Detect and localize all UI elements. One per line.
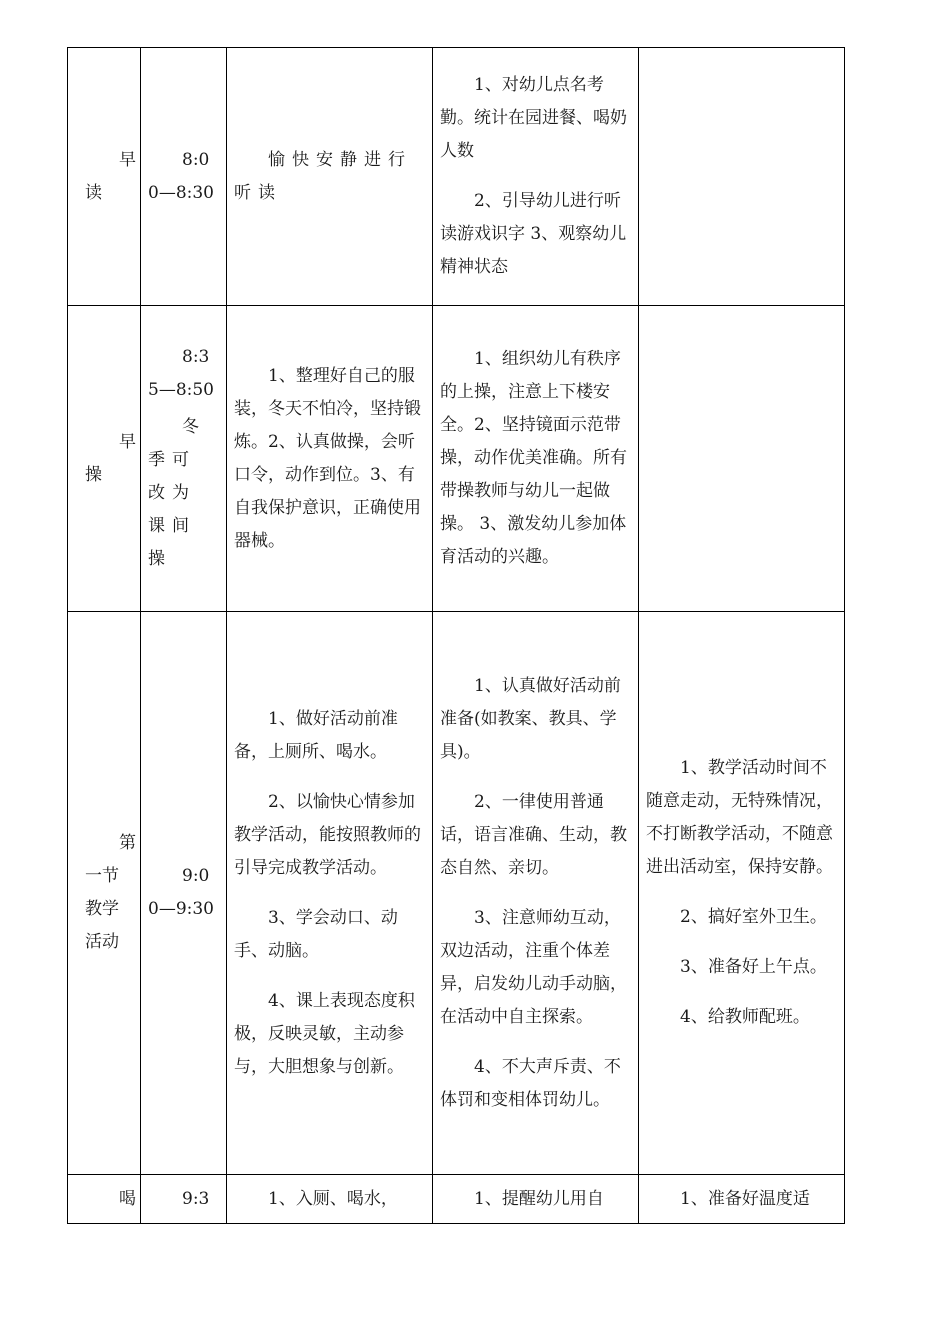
teacher-duty: 1、组织幼儿有秩序的上操，注意上下楼安全。2、坚持镜面示范带操，动作优美准确。所有带操教师与幼儿一起做操。 3、激发幼儿参加体育活动的兴趣。 — [440, 349, 627, 567]
time-cell — [141, 612, 227, 1175]
teacher-duties-cell — [433, 1175, 639, 1224]
time-label: 8:35—8:50 — [148, 347, 214, 400]
staff-duties-cell — [639, 612, 845, 1175]
schedule-table — [67, 47, 845, 1224]
period-label: 早读 — [85, 149, 136, 203]
period-cell — [68, 48, 141, 306]
teacher-duty: 1、对幼儿点名考勤。统计在园进餐、喝奶人数 — [440, 75, 627, 161]
child-goals-cell — [227, 306, 433, 612]
table-row — [68, 306, 845, 612]
period-label: 喝 — [119, 1188, 136, 1209]
time-note: 冬季可改为课间操 — [148, 417, 206, 569]
period-cell — [68, 306, 141, 612]
child-goal: 愉快安静进行听读 — [234, 149, 412, 203]
teacher-duty: 2、一律使用普通话，语言准确、生动，教态自然、亲切。 — [440, 791, 627, 878]
child-goal: 2、以愉快心情参加教学活动，能按照教师的引导完成教学活动。 — [234, 791, 421, 878]
child-goals-cell — [227, 48, 433, 306]
time-label: 9:00—9:30 — [148, 866, 214, 919]
time-cell — [141, 306, 227, 612]
staff-duty: 4、给教师配班。 — [680, 1007, 810, 1027]
teacher-duty: 4、不大声斥责、不体罚和变相体罚幼儿。 — [440, 1056, 621, 1110]
staff-duty: 3、准备好上午点。 — [680, 957, 827, 977]
teacher-duty: 3、注意师幼互动，双边活动，注重个体差异，启发幼儿动手动脑，在活动中自主探索。 — [440, 907, 627, 1027]
child-goal: 1、做好活动前准备，上厕所、喝水。 — [234, 708, 398, 762]
staff-duty: 1、教学活动时间不随意走动，无特殊情况，不打断教学活动，不随意进出活动室，保持安静。 — [646, 758, 833, 877]
time-label: 8:00—8:30 — [148, 149, 214, 203]
table-row — [68, 612, 845, 1175]
teacher-duty: 1、认真做好活动前准备(如教案、教具、学具)。 — [440, 675, 621, 762]
period-cell — [68, 1175, 141, 1224]
child-goal: 3、学会动口、动手、动脑。 — [234, 907, 398, 961]
child-goal: 4、课上表现态度积极，反映灵敏，主动参与，大胆想象与创新。 — [234, 990, 415, 1077]
teacher-duties-cell — [433, 612, 639, 1175]
table-row — [68, 1175, 845, 1224]
period-label: 早操 — [85, 431, 136, 485]
child-goal: 1、入厕、喝水， — [268, 1188, 398, 1209]
staff-duty: 1、准备好温度适 — [680, 1188, 810, 1209]
teacher-duties-cell — [433, 48, 639, 306]
child-goal: 1、整理好自己的服装，冬天不怕冷，坚持锻炼。2、认真做操，会听口令，动作到位。3、有自我保护意识，正确使用器械。 — [234, 365, 421, 551]
teacher-duty: 2、引导幼儿进行听读游戏识字 3、观察幼儿精神状态 — [440, 191, 627, 277]
teacher-duty: 1、提醒幼儿用自 — [474, 1188, 604, 1209]
time-cell — [141, 48, 227, 306]
staff-duties-cell — [639, 1175, 845, 1224]
child-goals-cell — [227, 612, 433, 1175]
period-label: 第一节教学活动 — [85, 833, 136, 952]
child-goals-cell — [227, 1175, 433, 1224]
teacher-duties-cell — [433, 306, 639, 612]
staff-duties-cell — [639, 306, 845, 612]
table-row — [68, 48, 845, 306]
time-label: 9:3 — [182, 1188, 210, 1209]
time-cell — [141, 1175, 227, 1224]
staff-duty: 2、搞好室外卫生。 — [680, 907, 827, 927]
period-cell — [68, 612, 141, 1175]
staff-duties-cell — [639, 48, 845, 306]
